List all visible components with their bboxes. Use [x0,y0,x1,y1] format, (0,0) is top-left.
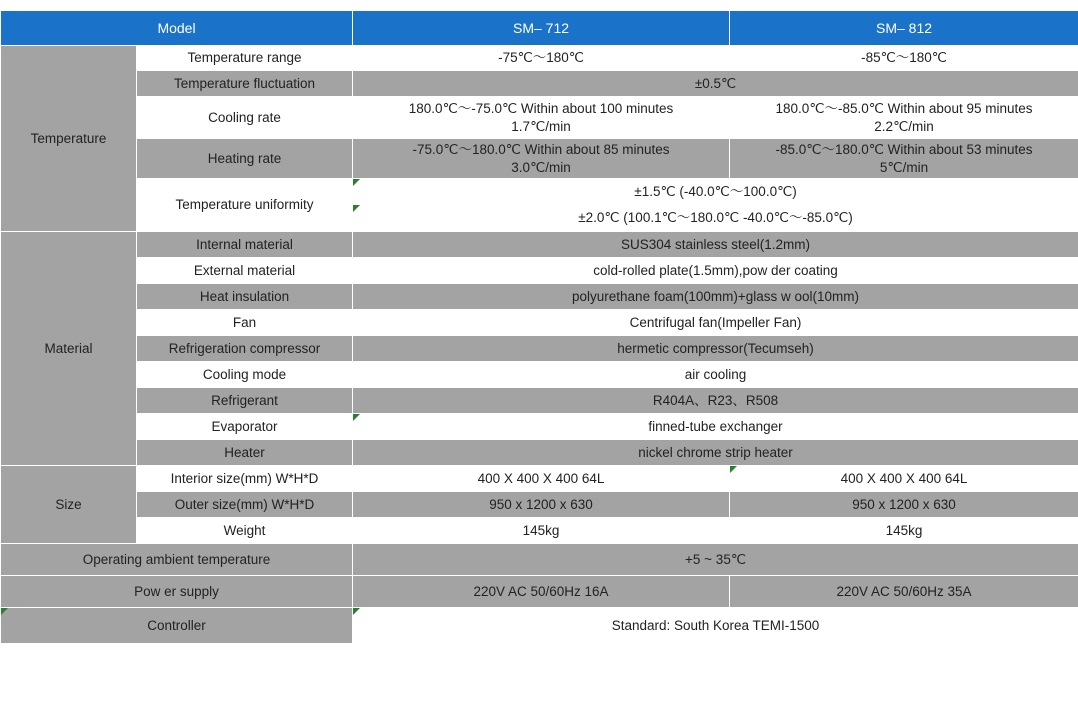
table-row [1,388,1078,414]
cell-value: hermetic compressor(Tecumseh) [353,336,1078,362]
row-label: Cooling mode [137,362,353,388]
cell-value: Standard: South Korea TEMI-1500 [353,608,1078,644]
table-row [1,179,1078,205]
table-row [1,258,1078,284]
spec-table [0,10,1078,644]
cell-value: SUS304 stainless steel(1.2mm) [353,232,1078,258]
table-row [1,336,1078,362]
cell-value: +5 ~ 35℃ [353,544,1078,576]
table-row [1,71,1078,97]
row-label: Internal material [137,232,353,258]
cell-value: nickel chrome strip heater [353,440,1078,466]
table-row [1,492,1078,518]
table-row [1,440,1078,466]
cell-line: 2.2℃/min [874,118,934,134]
cell-value: 220V AC 50/60Hz 16A [353,576,730,608]
cell-value [353,139,730,179]
table-row [1,139,1078,179]
row-label: Temperature fluctuation [137,71,353,97]
category-temperature: Temperature [1,46,137,232]
row-label: Evaporator [137,414,353,440]
row-label: Refrigerant [137,388,353,414]
table-row [1,518,1078,544]
cell-value: ±1.5℃ (-40.0℃～100.0℃) [353,179,1078,205]
cell-value: 950 x 1200 x 630 [353,492,730,518]
row-label: Cooling rate [137,97,353,139]
cell-value: 400 X 400 X 400 64L [730,466,1078,492]
cell-line: 180.0℃～-85.0℃ Within about 95 minutes [775,100,1033,116]
category-size: Size [1,466,137,544]
cell-line: 3.0℃/min [511,159,571,175]
row-label: Fan [137,310,353,336]
table-row [1,544,1078,576]
cell-value: R404A、R23、R508 [353,388,1078,414]
cell-value [730,97,1078,139]
cell-line: -75.0℃～180.0℃ Within about 85 minutes [412,141,670,157]
row-label: Refrigeration compressor [137,336,353,362]
row-label: Temperature uniformity [137,179,353,231]
row-label: Controller [1,608,353,644]
row-label: Heat insulation [137,284,353,310]
model-a-header: SM– 712 [353,11,730,46]
row-label: Outer size(mm) W*H*D [137,492,353,518]
header-row [1,11,1078,46]
table-row [1,576,1078,608]
cell-value: 145kg [353,518,730,544]
row-label: Heating rate [137,139,353,179]
table-row [1,414,1078,440]
row-label: External material [137,258,353,284]
cell-value: cold-rolled plate(1.5mm),pow der coating [353,258,1078,284]
row-label: Weight [137,518,353,544]
cell-value: finned-tube exchanger [353,414,1078,440]
table-row [1,46,1078,71]
table-row [1,97,1078,139]
table-row [1,232,1078,258]
cell-value: 220V AC 50/60Hz 35A [730,576,1078,608]
cell-value: -85℃～180℃ [730,46,1078,71]
cell-line: 1.7℃/min [511,118,571,134]
cell-value: 950 x 1200 x 630 [730,492,1078,518]
cell-value: polyurethane foam(100mm)+glass w ool(10mm) [353,284,1078,310]
cell-line: 180.0℃～-75.0℃ Within about 100 minutes [408,100,674,116]
model-header: Model [1,11,353,46]
row-label: Operating ambient temperature [1,544,353,576]
cell-value: -75℃～180℃ [353,46,730,71]
row-label: Interior size(mm) W*H*D [137,466,353,492]
cell-value: Centrifugal fan(Impeller Fan) [353,310,1078,336]
cell-value: air cooling [353,362,1078,388]
cell-value [730,139,1078,179]
cell-value: ±0.5℃ [353,71,1078,97]
cell-line: -85.0℃～180.0℃ Within about 53 minutes [775,141,1033,157]
table-row [1,362,1078,388]
cell-line: 5℃/min [879,159,929,175]
row-label: Temperature range [137,46,353,71]
table-row [1,284,1078,310]
row-label: Heater [137,440,353,466]
table-row [1,310,1078,336]
table-row [1,466,1078,492]
cell-value: 400 X 400 X 400 64L [353,466,730,492]
category-material: Material [1,232,137,466]
cell-value: ±2.0℃ (100.1℃～180.0℃ -40.0℃～-85.0℃) [353,205,1078,231]
cell-value [353,97,730,139]
cell-value: 145kg [730,518,1078,544]
row-label: Pow er supply [1,576,353,608]
model-b-header: SM– 812 [730,11,1078,46]
table-row [1,608,1078,644]
